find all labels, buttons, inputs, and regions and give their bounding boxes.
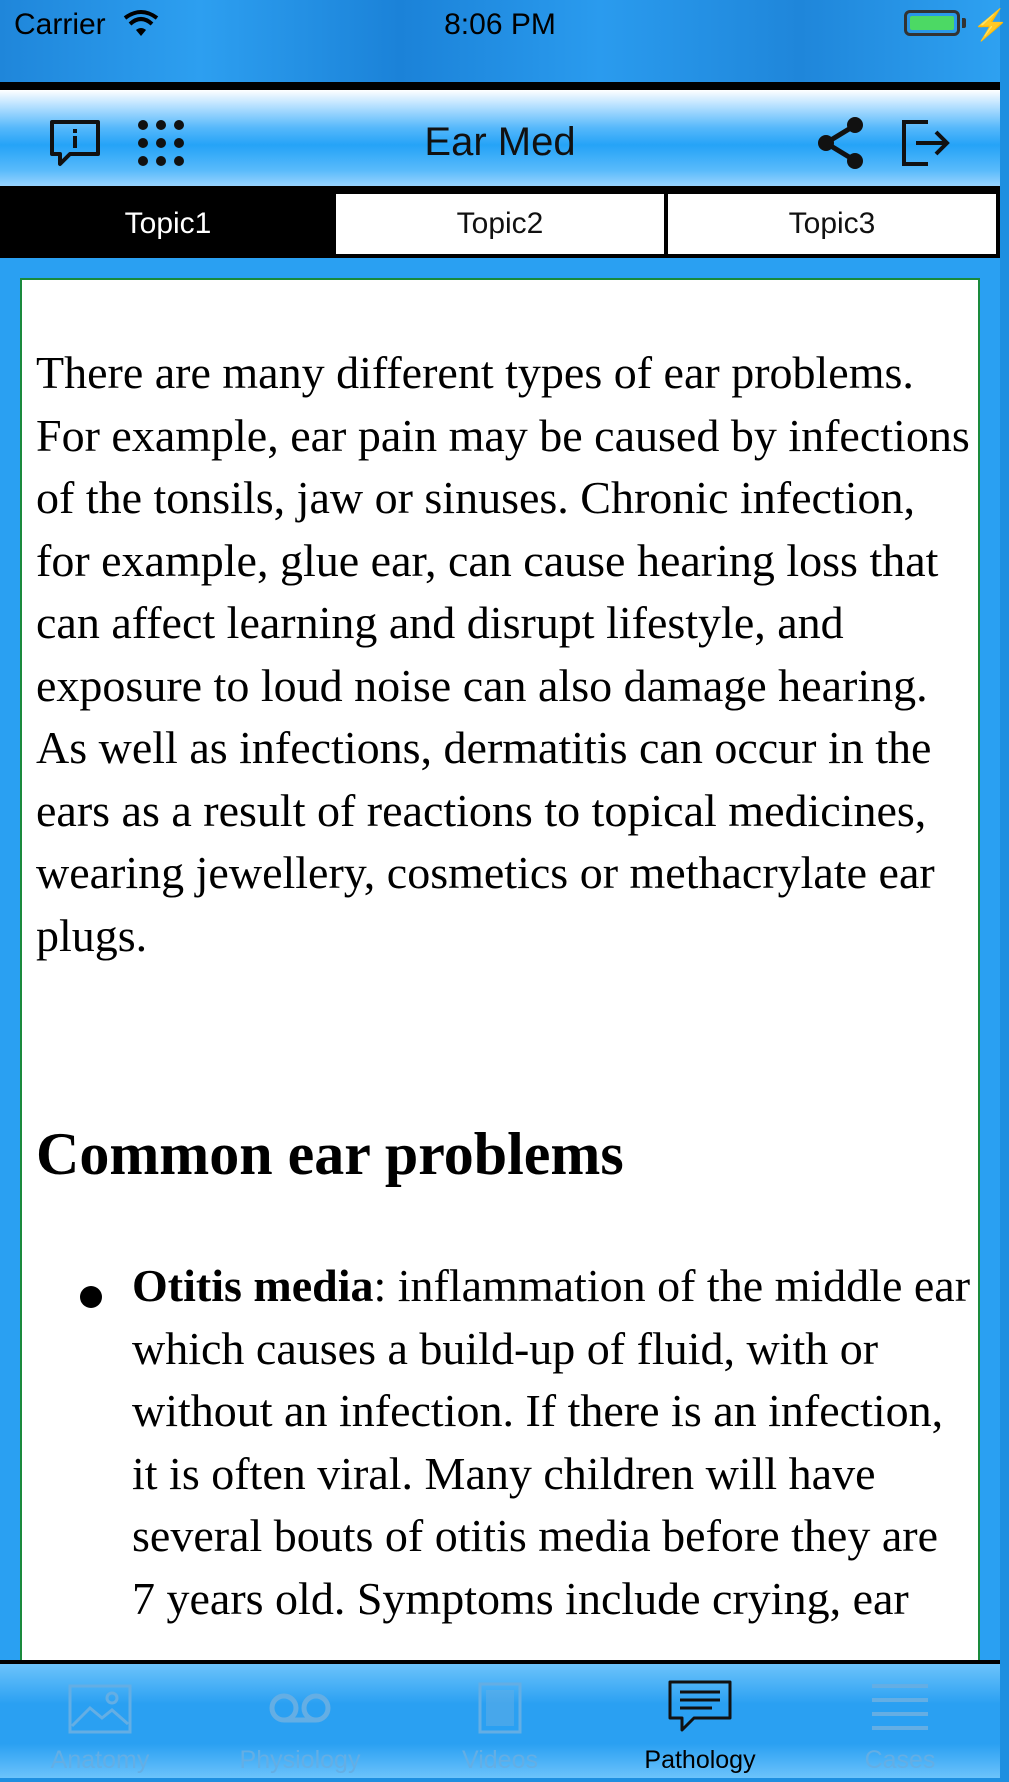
tab-anatomy[interactable] <box>0 1664 200 1782</box>
charging-icon: ⚡ <box>972 9 1009 42</box>
page-title: Ear Med <box>424 120 576 164</box>
bullet-point <box>80 1286 102 1308</box>
bullet-term: Otitis media <box>132 1260 374 1311</box>
topic-tabs <box>0 190 1000 258</box>
image-icon <box>66 1678 134 1738</box>
bottom-tab-bar <box>0 1660 1000 1778</box>
battery-icon <box>904 10 960 36</box>
status-bar <box>0 0 1009 86</box>
clock-time: 8:06 PM <box>444 8 556 41</box>
tab-label: Videos <box>462 1746 538 1774</box>
tab-cases[interactable] <box>800 1664 1000 1782</box>
tab-topic3[interactable]: Topic3 <box>668 194 996 254</box>
list-icon <box>866 1678 934 1738</box>
section-heading: Common ear problems <box>36 1121 624 1187</box>
tab-label: Anatomy <box>50 1746 150 1774</box>
tab-label: Pathology <box>644 1746 756 1774</box>
tab-topic2[interactable]: Topic2 <box>336 194 664 254</box>
nav-bar <box>0 86 1000 190</box>
tab-topic1[interactable]: Topic1 <box>4 194 332 254</box>
film-icon <box>466 1678 534 1738</box>
exit-icon[interactable] <box>898 116 952 170</box>
tab-label: Cases <box>864 1746 936 1774</box>
voicemail-icon <box>266 1678 334 1738</box>
tab-physiology[interactable] <box>200 1664 400 1782</box>
article-panel[interactable] <box>20 278 980 1660</box>
share-icon[interactable] <box>814 116 868 170</box>
battery-tip <box>962 18 966 28</box>
chat-bubble-icon <box>666 1678 734 1738</box>
tab-label: Physiology <box>239 1746 361 1774</box>
content-frame <box>0 258 1000 1660</box>
carrier-label: Carrier <box>14 8 106 41</box>
intro-paragraph: There are many different types of ear problems. For example, ear pain may be caused by infections of the tonsils, jaw or sinuses. Chronic infection, for example, glue ear, can cause hearing loss that can affect learning and disrupt lifestyle, and exposure to loud noise can also damage hearing. As well as infections, dermatitis can occur in the ears as a result of reactions to topical medicines, wearing jewellery, cosmetics or methacrylate ear plugs. <box>36 347 970 961</box>
bullet-description: : inflammation of the middle ear which causes a build-up of fluid, with or without an infection. If there is an infection, it is often viral. Many children will have several bouts of otitis media before they are 7 years old. Symptoms include crying, ear <box>132 1260 971 1624</box>
tab-videos[interactable] <box>400 1664 600 1782</box>
tab-pathology[interactable] <box>600 1664 800 1782</box>
list-item <box>132 1255 972 1630</box>
